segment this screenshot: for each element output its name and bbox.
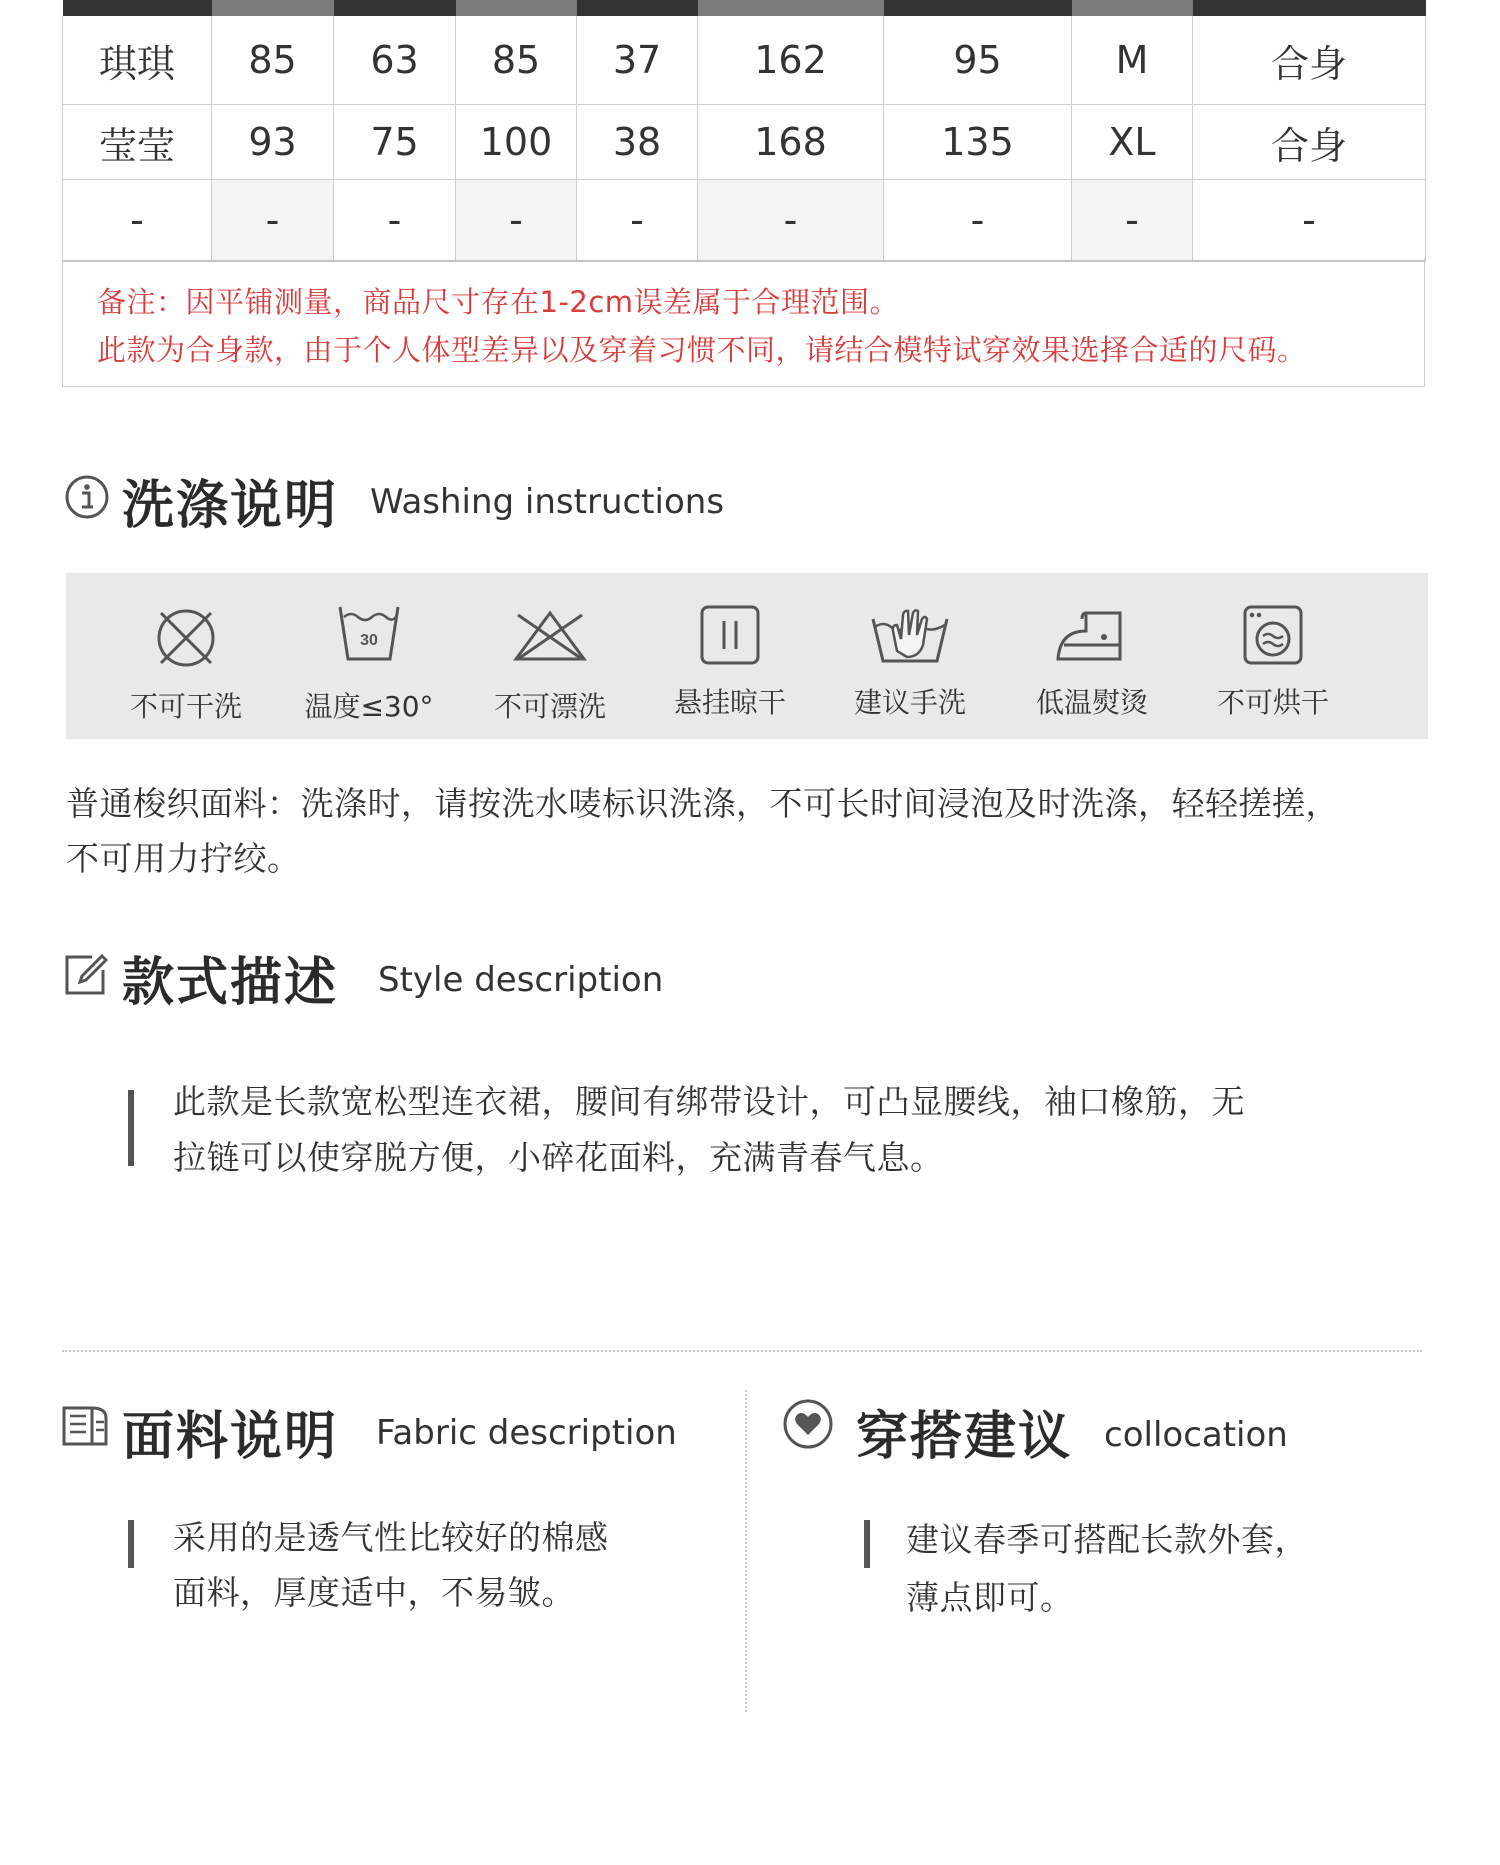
- wash-label: 低温熨烫: [1035, 686, 1148, 719]
- table-cell: -: [63, 180, 212, 262]
- wash-item: [470, 573, 630, 739]
- wash-label: 温度≤30°: [304, 690, 434, 723]
- column-divider: [745, 1390, 747, 1712]
- size-note-line: 此款为合身款，由于个人体型差异以及穿着习惯不同，请结合模特试穿效果选择合适的尺码。: [97, 333, 1307, 367]
- wash-item: [289, 573, 449, 739]
- collocation-subtitle: collocation: [1104, 1415, 1288, 1455]
- fabric-roll-icon: [60, 1404, 110, 1448]
- table-cell: XL: [1072, 105, 1193, 180]
- table-cell: -: [212, 180, 334, 262]
- washing-subtitle: Washing instructions: [370, 482, 725, 522]
- washing-icon-band: [66, 573, 1428, 739]
- table-cell: 168: [698, 105, 884, 180]
- table-row: [63, 16, 1426, 105]
- wash-30-icon: [334, 601, 404, 667]
- table-cell: 85: [456, 16, 577, 105]
- table-cell: 莹莹: [63, 105, 212, 180]
- table-cell: -: [1193, 180, 1426, 262]
- table-cell: -: [1072, 180, 1193, 262]
- table-cell: 37: [577, 16, 698, 105]
- style-text-line: 此款是长款宽松型连衣裙，腰间有绑带设计，可凸显腰线，袖口橡筋，无: [173, 1082, 1245, 1121]
- size-note-line: 备注：因平铺测量，商品尺寸存在1-2cm误差属于合理范围。: [97, 285, 900, 319]
- table-cell: M: [1072, 16, 1193, 105]
- quote-bar: [128, 1090, 134, 1166]
- table-cell: 75: [334, 105, 456, 180]
- collocation-title: 穿搭建议: [856, 1407, 1073, 1467]
- table-cell: -: [456, 180, 577, 262]
- info-icon: [64, 474, 110, 520]
- wash-label: 悬挂晾干: [673, 686, 786, 719]
- table-cell: -: [698, 180, 884, 262]
- wash-item: [106, 573, 266, 739]
- table-cell: 38: [577, 105, 698, 180]
- table-row: [63, 180, 1426, 262]
- heart-icon: [782, 1398, 834, 1450]
- wash-item: [830, 573, 990, 739]
- washing-text-line: 不可用力拧绞。: [66, 839, 301, 878]
- quote-bar: [864, 1520, 870, 1568]
- wash-item: [1193, 573, 1353, 739]
- table-cell: 93: [212, 105, 334, 180]
- low-iron-icon: [1052, 607, 1132, 665]
- table-cell: 合身: [1193, 105, 1426, 180]
- style-subtitle: Style description: [378, 960, 664, 1000]
- no-bleach-icon: [510, 607, 590, 665]
- collocation-text-line: 薄点即可。: [906, 1578, 1074, 1617]
- table-row: [63, 105, 1426, 180]
- wash-label: 不可烘干: [1216, 686, 1329, 719]
- table-cell: 135: [884, 105, 1072, 180]
- washing-text-line: 普通梭织面料：洗涤时，请按洗水唛标识洗涤，不可长时间浸泡及时洗涤，轻轻搓搓，: [66, 784, 1339, 823]
- washing-title: 洗涤说明: [122, 476, 339, 536]
- collocation-text-line: 建议春季可搭配长款外套，: [906, 1520, 1308, 1559]
- wash-item: [650, 573, 810, 739]
- section-divider: [62, 1350, 1422, 1352]
- table-cell: 100: [456, 105, 577, 180]
- quote-bar: [128, 1520, 134, 1568]
- wash-label: 不可干洗: [129, 690, 242, 723]
- fabric-text-line: 面料，厚度适中，不易皱。: [173, 1573, 575, 1612]
- edit-icon: [62, 952, 108, 998]
- table-cell: 合身: [1193, 16, 1426, 105]
- no-dry-clean-icon: [151, 603, 221, 673]
- table-cell: 162: [698, 16, 884, 105]
- table-cell: 琪琪: [63, 16, 212, 105]
- table-cell: 63: [334, 16, 456, 105]
- hang-dry-icon: [697, 603, 763, 667]
- table-cell: 85: [212, 16, 334, 105]
- table-cell: 95: [884, 16, 1072, 105]
- wash-label: 不可漂洗: [493, 690, 606, 723]
- fabric-title: 面料说明: [122, 1407, 339, 1467]
- fabric-subtitle: Fabric description: [376, 1413, 677, 1453]
- hand-wash-icon: [867, 601, 953, 667]
- fabric-text-line: 采用的是透气性比较好的棉感: [173, 1518, 609, 1557]
- no-tumble-dry-icon: [1240, 603, 1306, 667]
- wash-temp-badge: 30: [360, 632, 378, 649]
- style-text-line: 拉链可以使穿脱方便，小碎花面料，充满青春气息。: [173, 1138, 944, 1177]
- size-note-box: [62, 258, 1425, 387]
- table-cell: -: [577, 180, 698, 262]
- style-title: 款式描述: [122, 953, 339, 1013]
- table-cell: -: [334, 180, 456, 262]
- table-header-bar: [63, 0, 1426, 16]
- wash-item: [1012, 573, 1172, 739]
- table-cell: -: [884, 180, 1072, 262]
- size-table: [62, 0, 1426, 262]
- wash-label: 建议手洗: [853, 686, 966, 719]
